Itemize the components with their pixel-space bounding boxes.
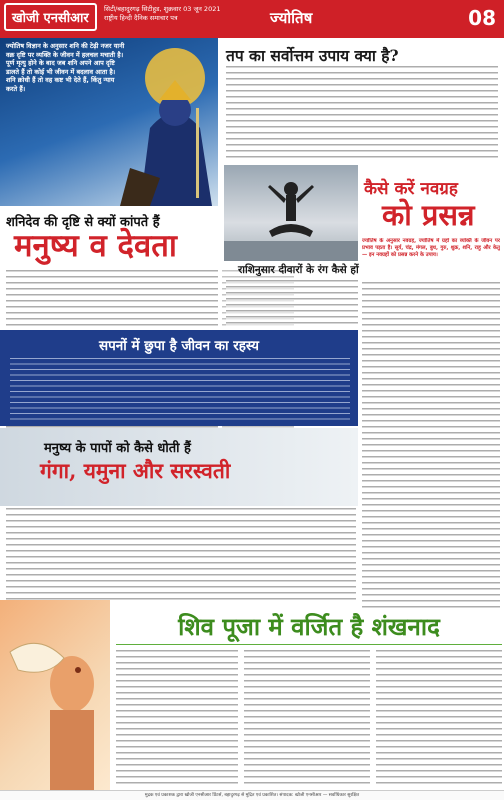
dream-bullets: [10, 358, 350, 420]
page-number: 08: [468, 6, 496, 30]
shani-panel: [0, 38, 218, 206]
tap-title: तप का सर्वोत्तम उपाय क्या है?: [226, 46, 399, 65]
shani-quote: ज्योतिष विज्ञान के अनुसार शनि की टेढ़ी नजर यानी वक्र दृष्टि पर व्यक्ति के जीवन में हलचल मचाती है। पूर्ण मृत्यु होने के बाद जब शनि अपने आप दृष्टि डालते हैं तो कोई भी जीवन में बदलाव आता है। शनि क्रोधी हैं तो वह कष्ट भी देते हैं, किंतु न्याय करते हैं।: [6, 42, 125, 93]
rashi-body-text: [226, 280, 358, 328]
page-footer: मुद्रक एवं प्रकाशक द्वारा खोजी एनसीआर प्रिंटर्स, बहादुरगढ़ से मुद्रित एवं प्रकाशित। संपादक: खोजी एनसीआर — सर्वाधिकार सुरक्षित: [0, 790, 504, 800]
edition-tagline: राष्ट्रीय हिन्दी दैनिक समाचार पत्र: [104, 14, 178, 22]
edition-date: सिटी/बहादुरगढ़ सिटीहुड, शुक्रवार 03 जून 2021: [104, 5, 221, 13]
yoga-silhouette: [224, 165, 358, 261]
tap-body-text: [226, 66, 498, 162]
shani-kicker: शनिदेव की दृष्टि से क्यों कांपते हैं: [6, 215, 160, 230]
brand-logo: खोजी एनसीआर: [4, 3, 97, 31]
section-name: ज्योतिष: [270, 9, 313, 27]
rashi-title: राशिनुसार दीवारों के रंग कैसे हों: [238, 264, 359, 276]
conch-illustration: [0, 600, 110, 790]
ganga-header: [0, 428, 358, 506]
dream-banner: [0, 330, 358, 426]
shiv-body-col3: [376, 650, 502, 786]
edition-meta: [104, 5, 254, 23]
yoga-image: [224, 165, 358, 261]
shiv-title: शिव पूजा में वर्जित है शंखनाद: [178, 612, 440, 641]
page-header: [0, 0, 504, 38]
ganga-body-text: [6, 508, 356, 600]
ganga-kicker: मनुष्य के पापों को कैसे धोती हैं: [44, 441, 191, 456]
ganga-title: गंगा, यमुना और सरस्वती: [40, 458, 231, 483]
shiv-body-col1: [116, 650, 238, 786]
shani-title: मनुष्य व देवता: [14, 228, 177, 264]
navgrah-kicker: कैसे करें नवग्रह: [364, 179, 458, 199]
conch-image: [0, 600, 110, 790]
shiv-body-col2: [244, 650, 370, 786]
navgrah-title: को प्रसन्न: [382, 198, 475, 232]
navgrah-lede: ज्योतिष के अनुसार नवग्रह, ज्योतिष में ग्रहों का व्यक्ति के जीवन पर प्रभाव पड़ता है। सूर्य, चंद्र, मंगल, बुध, गुरु, शुक्र, शनि, राहु और केतु — इन नवग्रहों को प्रसन्न करने के उपाय।: [362, 238, 500, 258]
navgrah-body-text: [362, 282, 500, 610]
shiv-rule: [116, 644, 502, 645]
dream-title: सपनों में छुपा है जीवन का रहस्य: [99, 338, 259, 354]
